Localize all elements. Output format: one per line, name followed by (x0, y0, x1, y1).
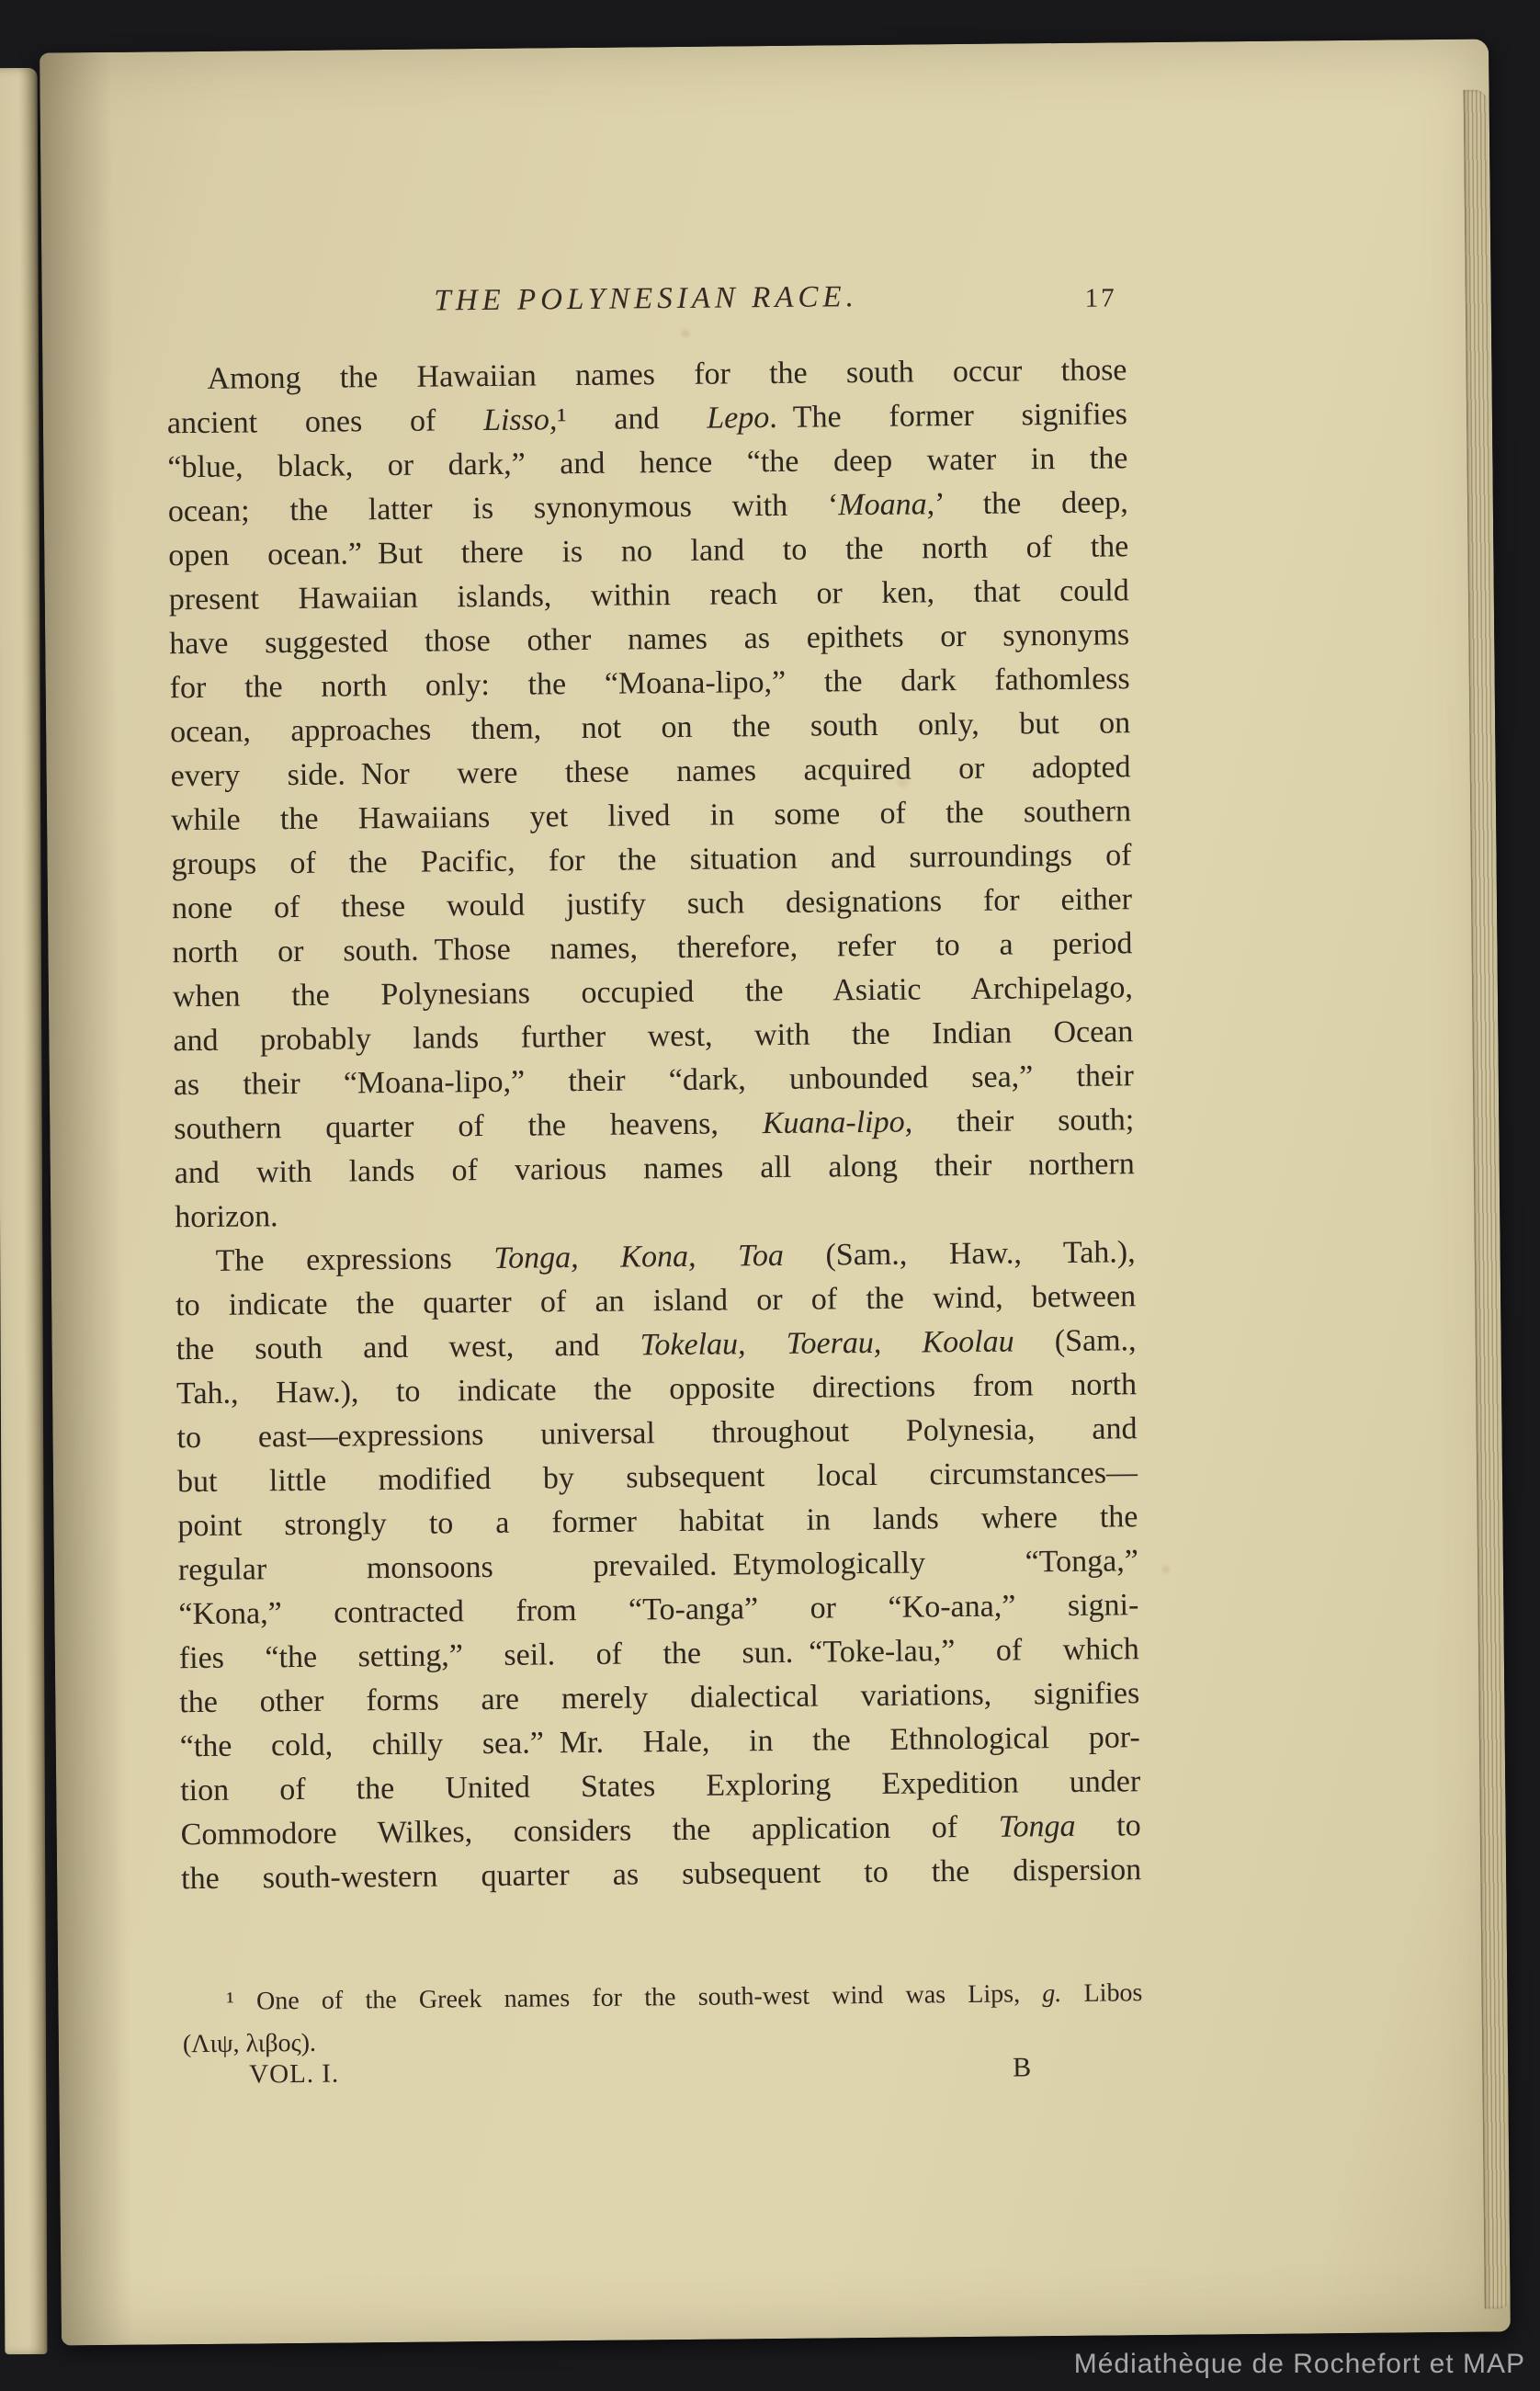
paragraph (166, 348, 1135, 1240)
text-line: ancient ones of Lisso,¹ and Lepo. The former signifies (166, 397, 1128, 441)
text-line: “Kona,” contracted from “To-anga” or “Ko-ana,” signi- (178, 1588, 1139, 1632)
text-line: the south and west, and Tokelau, Toerau, Koolau (Sam., (176, 1323, 1137, 1367)
text-line: Among the Hawaiian names for the south occur those (207, 353, 1127, 396)
volume-label: VOL. I. (249, 2058, 340, 2090)
text-line: the other forms are merely dialectical variations, signifies (179, 1676, 1140, 1720)
text-line: The expressions Tonga, Kona, Toa (Sam., Haw., Tah.), (215, 1235, 1136, 1278)
text-line: to indicate the quarter of an island or of the wind, between (175, 1279, 1137, 1323)
text-line: Tah., Haw.), to indicate the opposite directions from north (176, 1367, 1138, 1411)
page-fore-edge (1464, 90, 1509, 2309)
paragraph (175, 1230, 1141, 1901)
text-line: “the cold, chilly sea.” Mr. Hale, in the Ethnological por- (179, 1720, 1140, 1764)
text-line: ¹ One of the Greek names for the south-west wind was Lips, g. Libos (226, 1978, 1143, 2016)
text-line: present Hawaiian islands, within reach or ken, that could (168, 573, 1129, 618)
book-page (40, 39, 1511, 2345)
page-footer (183, 2051, 1143, 2106)
body-text (166, 348, 1141, 1901)
text-line: the south-western quarter as subsequent to the dispersion (180, 1853, 1142, 1897)
text-line: to east—expressions universal throughout Polynesia, and (176, 1411, 1138, 1456)
text-line: north or south. Those names, therefore, refer to a period (172, 926, 1133, 970)
text-line: as their “Moana-lipo,” their “dark, unbounded sea,” their (173, 1059, 1134, 1103)
text-line: ocean, approaches them, not on the south only, but on (169, 706, 1131, 750)
text-line: “blue, black, or dark,” and hence “the deep water in the (167, 441, 1128, 485)
text-line: tion of the United States Exploring Expedition under (180, 1764, 1141, 1808)
page-number: 17 (1084, 283, 1117, 313)
facing-page-edge (0, 68, 47, 2354)
text-line: groups of the Pacific, for the situation and surroundings of (171, 838, 1132, 882)
text-line: horizon. (175, 1199, 278, 1235)
text-line: open ocean.” But there is no land to the north of the (168, 529, 1129, 573)
signature-mark: B (1012, 2052, 1032, 2083)
text-line: (Λιψ, λιβος). (182, 2028, 317, 2059)
text-line: but little modified by subsequent local circumstances— (176, 1456, 1138, 1500)
text-line: point strongly to a former habitat in lands where the (177, 1500, 1138, 1544)
text-line: and with lands of various names all along their northern (174, 1147, 1135, 1191)
text-line: southern quarter of the heavens, Kuana-lipo, their south; (174, 1103, 1135, 1147)
text-line: and probably lands further west, with the Indian Ocean (173, 1014, 1134, 1059)
watermark: Médiathèque de Rochefort et MAP (1073, 2349, 1525, 2379)
text-line: every side. Nor were these names acquired or adopted (170, 750, 1131, 794)
text-line: when the Polynesians occupied the Asiatic Archipelago, (172, 970, 1134, 1014)
text-line: none of these would justify such designations for either (171, 882, 1133, 926)
text-line: fies “the setting,” seil. of the sun. “Toke-lau,” of which (178, 1632, 1139, 1676)
text-line: ocean; the latter is synonymous with ‘Moana,’ the deep, (167, 485, 1128, 529)
text-line: have suggested those other names as epithets or synonyms (169, 618, 1130, 662)
header-title: THE POLYNESIAN RACE. (434, 280, 859, 318)
text-line: regular monsoons prevailed. Etymologically “Tonga,” (177, 1544, 1139, 1588)
text-line: for the north only: the “Moana-lipo,” the dark fathomless (169, 662, 1130, 706)
text-line: Commodore Wilkes, considers the application of Tonga to (180, 1808, 1141, 1853)
text-line: while the Hawaiians yet lived in some of the southern (170, 794, 1132, 838)
running-header (166, 278, 1127, 334)
